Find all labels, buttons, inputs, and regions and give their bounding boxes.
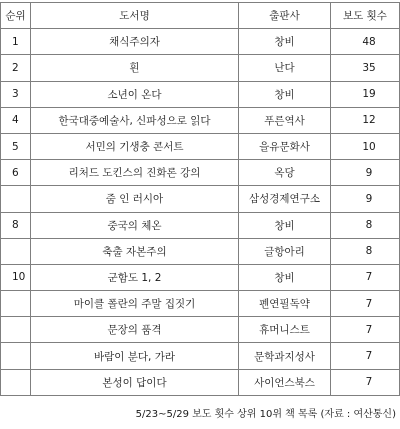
rank-cell (1, 291, 31, 317)
header-rank: 순위 (1, 3, 31, 29)
publisher-cell: 옥당 (239, 160, 331, 186)
rank-cell: 6 (1, 160, 31, 186)
table-row (1, 369, 400, 395)
title-cell: 마이클 폴란의 주말 집짓기 (31, 291, 239, 317)
count-cell: 10 (331, 133, 400, 159)
title-cell: 한국대중예술사, 신파성으로 읽다 (31, 107, 239, 133)
table-body (1, 29, 400, 396)
table-row (1, 186, 400, 212)
count-cell: 9 (331, 186, 400, 212)
publisher-cell: 난다 (239, 55, 331, 81)
publisher-cell: 창비 (239, 264, 331, 290)
table-row (1, 343, 400, 369)
count-cell: 7 (331, 343, 400, 369)
rank-cell: 4 (1, 107, 31, 133)
publisher-cell: 을유문화사 (239, 133, 331, 159)
title-cell: 리처드 도킨스의 진화론 강의 (31, 160, 239, 186)
title-cell: 바람이 분다, 가라 (31, 343, 239, 369)
count-cell: 7 (331, 317, 400, 343)
count-cell: 19 (331, 81, 400, 107)
rank-cell (1, 186, 31, 212)
header-title: 도서명 (31, 3, 239, 29)
table-caption: 5/23~5/29 보도 횟수 상위 10위 책 목록 (자료 : 여산통신) (135, 409, 396, 420)
publisher-cell: 펜연필독약 (239, 291, 331, 317)
table-row (1, 55, 400, 81)
publisher-cell: 문학과지성사 (239, 343, 331, 369)
title-cell: 축출 자본주의 (31, 238, 239, 264)
title-cell: 중국의 체온 (31, 212, 239, 238)
table-row (1, 291, 400, 317)
table-row (1, 133, 400, 159)
rank-cell: 10 (1, 264, 31, 290)
publisher-cell: 창비 (239, 29, 331, 55)
table-row (1, 317, 400, 343)
title-cell: 본성이 답이다 (31, 369, 239, 395)
publisher-cell: 창비 (239, 81, 331, 107)
rank-cell: 5 (1, 133, 31, 159)
header-publisher: 출판사 (239, 3, 331, 29)
title-cell: 줌 인 러시아 (31, 186, 239, 212)
count-cell: 35 (331, 55, 400, 81)
title-cell: 소년이 온다 (31, 81, 239, 107)
title-cell: 채식주의자 (31, 29, 239, 55)
table-row (1, 107, 400, 133)
header-count: 보도 횟수 (331, 3, 400, 29)
rank-cell: 8 (1, 212, 31, 238)
title-cell: 흰 (31, 55, 239, 81)
publisher-cell: 사이언스북스 (239, 369, 331, 395)
title-cell: 문장의 품격 (31, 317, 239, 343)
table-row (1, 160, 400, 186)
table-row (1, 264, 400, 290)
count-cell: 9 (331, 160, 400, 186)
rank-cell (1, 317, 31, 343)
table-row (1, 212, 400, 238)
count-cell: 48 (331, 29, 400, 55)
rank-cell (1, 343, 31, 369)
rank-cell (1, 369, 31, 395)
publisher-cell: 삼성경제연구소 (239, 186, 331, 212)
count-cell: 12 (331, 107, 400, 133)
rank-cell (1, 238, 31, 264)
rank-cell: 1 (1, 29, 31, 55)
publisher-cell: 글항아리 (239, 238, 331, 264)
count-cell: 7 (331, 264, 400, 290)
publisher-cell: 푸른역사 (239, 107, 331, 133)
count-cell: 7 (331, 291, 400, 317)
book-ranking-table (0, 2, 400, 396)
count-cell: 7 (331, 369, 400, 395)
table-header-row (1, 3, 400, 29)
table-row (1, 238, 400, 264)
title-cell: 서민의 기생충 콘서트 (31, 133, 239, 159)
table-row (1, 29, 400, 55)
table-row (1, 81, 400, 107)
count-cell: 8 (331, 238, 400, 264)
count-cell: 8 (331, 212, 400, 238)
title-cell: 군함도 1, 2 (31, 264, 239, 290)
rank-cell: 3 (1, 81, 31, 107)
publisher-cell: 창비 (239, 212, 331, 238)
rank-cell: 2 (1, 55, 31, 81)
publisher-cell: 휴머니스트 (239, 317, 331, 343)
